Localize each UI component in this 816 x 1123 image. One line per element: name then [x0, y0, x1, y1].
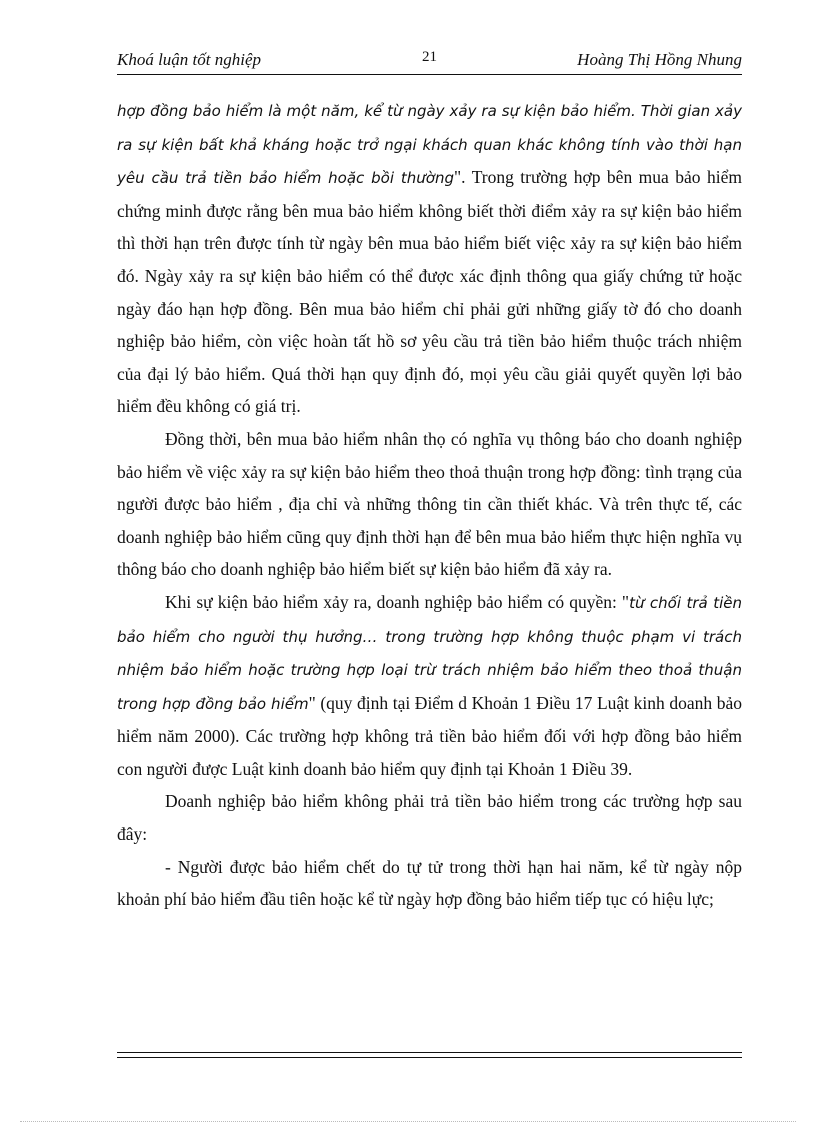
page-header: [117, 46, 742, 74]
law-quote: từ chối trả tiền bảo hiểm cho người thụ hưởng… trong trường hợp không thuộc phạm vi trách nhiệm bảo hiểm hoặc trường hợp loại trừ trách nhiệm bảo hiểm theo thoả thuận trong hợp đồng bảo hiểm: [117, 593, 742, 713]
paragraph-1: [117, 94, 742, 423]
footer-divider: [117, 1052, 742, 1058]
header-divider: [117, 74, 742, 75]
paragraph-1-rest: Trong trường hợp bên mua bảo hiểm chứng minh được rằng bên mua bảo hiểm không biết thời điểm xảy ra sự kiện bảo hiểm thì thời hạn trên được tính từ ngày bên mua bảo hiểm biết việc xảy ra sự kiện bảo hiểm đó. Ngày xảy ra sự kiện bảo hiểm có thể được xác định thông qua giấy chứng tử hoặc ngày đáo hạn hợp đồng. Bên mua bảo hiểm chỉ phải gửi những giấy tờ đó cho doanh nghiệp bảo hiểm, còn việc hoàn tất hồ sơ yêu cầu trả tiền bảo hiểm thuộc trách nhiệm của đại lý bảo hiểm. Quá thời hạn quy định đó, mọi yêu cầu giải quyết quyền lợi bảo hiểm đều không có giá trị.: [117, 167, 743, 417]
author-name: Hoàng Thị Hồng Nhung: [577, 50, 742, 69]
quote-continuation: hợp đồng bảo hiểm là một năm, kể từ ngày xảy ra sự kiện bảo hiểm. Thời gian xảy ra sự kiện bất khả kháng hoặc trở ngại khách quan khác không tính vào thời hạn yêu cầu trả tiền bảo hiểm hoặc bồi thường: [117, 102, 742, 188]
body-text: [117, 94, 742, 916]
page-number: 21: [422, 49, 437, 65]
paragraph-3-lead: Khi sự kiện bảo hiểm xảy ra, doanh nghiệp bảo hiểm có quyền: ": [165, 591, 630, 612]
page-edge-dots: [20, 1121, 796, 1122]
close-quote: ".: [454, 167, 472, 188]
paragraph-3-tail: " (quy định tại Điểm d Khoản 1 Điều 17 Luật kinh doanh bảo hiểm năm 2000). Các trường hợp không trả tiền bảo hiểm đối với hợp đồng bảo hiểm con người được Luật kinh doanh bảo hiểm quy định tại Khoản 1 Điều 39.: [117, 692, 742, 779]
paragraph-4: Doanh nghiệp bảo hiểm không phải trả tiền bảo hiểm trong các trường hợp sau đây:: [117, 791, 742, 845]
thesis-label: Khoá luận tốt nghiệp: [117, 50, 262, 69]
paragraph-2: Đồng thời, bên mua bảo hiểm nhân thọ có nghĩa vụ thông báo cho doanh nghiệp bảo hiểm về việc xảy ra sự kiện bảo hiểm theo thoả thuận trong hợp đồng: tình trạng của người được bảo hiểm , địa chỉ và những thông tin cần thiết khác. Và trên thực tế, các doanh nghiệp bảo hiểm cũng quy định thời hạn để bên mua bảo hiểm thực hiện nghĩa vụ thông báo cho doanh nghiệp bảo hiểm biết sự kiện bảo hiểm đã xảy ra.: [117, 428, 742, 580]
paragraph-5: - Người được bảo hiểm chết do tự tử trong thời hạn hai năm, kể từ ngày nộp khoản phí bảo hiểm đầu tiên hoặc kể từ ngày hợp đồng bảo hiểm tiếp tục có hiệu lực;: [117, 856, 742, 910]
paragraph-3: [117, 586, 742, 786]
